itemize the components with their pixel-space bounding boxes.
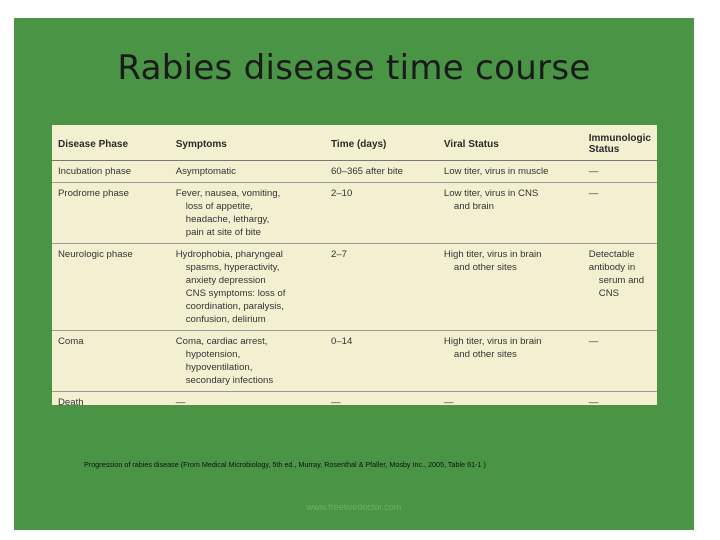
- cell-immunologic-status: [583, 244, 657, 331]
- cell-symptoms: [170, 331, 325, 392]
- table-row: [52, 331, 657, 392]
- header-time: Time (days): [325, 125, 438, 161]
- cell-line: Detectable antibody in: [588, 249, 636, 273]
- cell-line: loss of appetite,: [185, 201, 253, 212]
- cell-symptoms: [170, 244, 325, 331]
- cell-phase: Incubation phase: [52, 161, 170, 183]
- cell-line: and other sites: [453, 262, 517, 273]
- header-disease-phase: Disease Phase: [52, 125, 170, 161]
- cell-line: serum and CNS: [598, 275, 645, 299]
- caption-text: Progression of rabies disease (From Medical Microbiology, 5th ed., Murray, Rosenthal & Pfaller, Mosby Inc., 2005, Table 61-1 ): [84, 460, 486, 469]
- cell-line: and brain: [453, 201, 494, 212]
- cell-symptoms: [170, 392, 325, 406]
- cell-time: 2–10: [325, 183, 438, 244]
- cell-immunologic-status: [583, 331, 657, 392]
- cell-phase: Death: [58, 397, 84, 405]
- cell-line: Fever, nausea, vomiting,: [175, 188, 281, 199]
- slide-title: Rabies disease time course: [117, 48, 591, 88]
- cell-symptoms: [170, 183, 325, 244]
- cell-line: hypoventilation,: [185, 362, 253, 373]
- table-row: [52, 183, 657, 244]
- cell-time: 0–14: [325, 331, 438, 392]
- cell-line: confusion, delirium: [185, 314, 266, 325]
- cell-line: and other sites: [453, 349, 517, 360]
- cell-viral-status: [438, 183, 583, 244]
- cell-viral-status: [438, 244, 583, 331]
- cell-phase: Neurologic phase: [52, 244, 170, 331]
- cell-viral-status: [438, 331, 583, 392]
- cell-symptoms: [170, 161, 325, 183]
- table-caption: [84, 460, 684, 469]
- cell-time: 60–365 after bite: [325, 161, 438, 183]
- cell-line: coordination, paralysis,: [185, 301, 284, 312]
- cell-line: Asymptomatic: [175, 166, 236, 177]
- cell-line: Low titer, virus in CNS: [443, 188, 539, 199]
- header-immunologic-status: Immunologic Status: [583, 125, 657, 161]
- cell-line: High titer, virus in brain: [443, 249, 542, 260]
- cell-line: Low titer, virus in muscle: [443, 166, 549, 177]
- cell-viral-status: [438, 161, 583, 183]
- cell-line: hypotension,: [185, 349, 241, 360]
- cell-line: —: [175, 397, 186, 405]
- cell-immunologic-status: [583, 392, 657, 406]
- cell-line: secondary infections: [185, 375, 274, 386]
- slide: [14, 18, 694, 530]
- table-row: [52, 244, 657, 331]
- cell-line: headache, lethargy,: [185, 214, 270, 225]
- table-body: [52, 161, 657, 406]
- cell-line: Coma, cardiac arrest,: [175, 336, 268, 347]
- table-panel: [52, 125, 657, 405]
- table-row: [52, 161, 657, 183]
- cell-line: spasms, hyperactivity,: [185, 262, 280, 273]
- cell-immunologic-status: [583, 161, 657, 183]
- cell-line: pain at site of bite: [185, 227, 261, 238]
- cell-line: —: [588, 397, 599, 405]
- cell-time: 2–7: [325, 244, 438, 331]
- cell-line: anxiety depression: [185, 275, 266, 286]
- header-viral-status: Viral Status: [438, 125, 583, 161]
- footer-url: www.freelivedoctor.com: [306, 502, 402, 512]
- cell-line: Hydrophobia, pharyngeal: [175, 249, 283, 260]
- cell-line: —: [588, 166, 599, 177]
- cell-viral-status: [438, 392, 583, 406]
- cell-phase: Coma: [52, 331, 170, 392]
- cell-immunologic-status: [583, 183, 657, 244]
- cell-line: —: [588, 188, 599, 199]
- header-symptoms: Symptoms: [170, 125, 325, 161]
- cell-line: —: [588, 336, 599, 347]
- cell-time: —: [331, 397, 341, 405]
- rabies-table: [52, 125, 657, 405]
- cell-line: High titer, virus in brain: [443, 336, 542, 347]
- cell-line: —: [443, 397, 454, 405]
- table-row: [52, 392, 657, 406]
- cell-line: CNS symptoms: loss of: [185, 288, 286, 299]
- cell-phase: Prodrome phase: [52, 183, 170, 244]
- table-header-row: [52, 125, 657, 161]
